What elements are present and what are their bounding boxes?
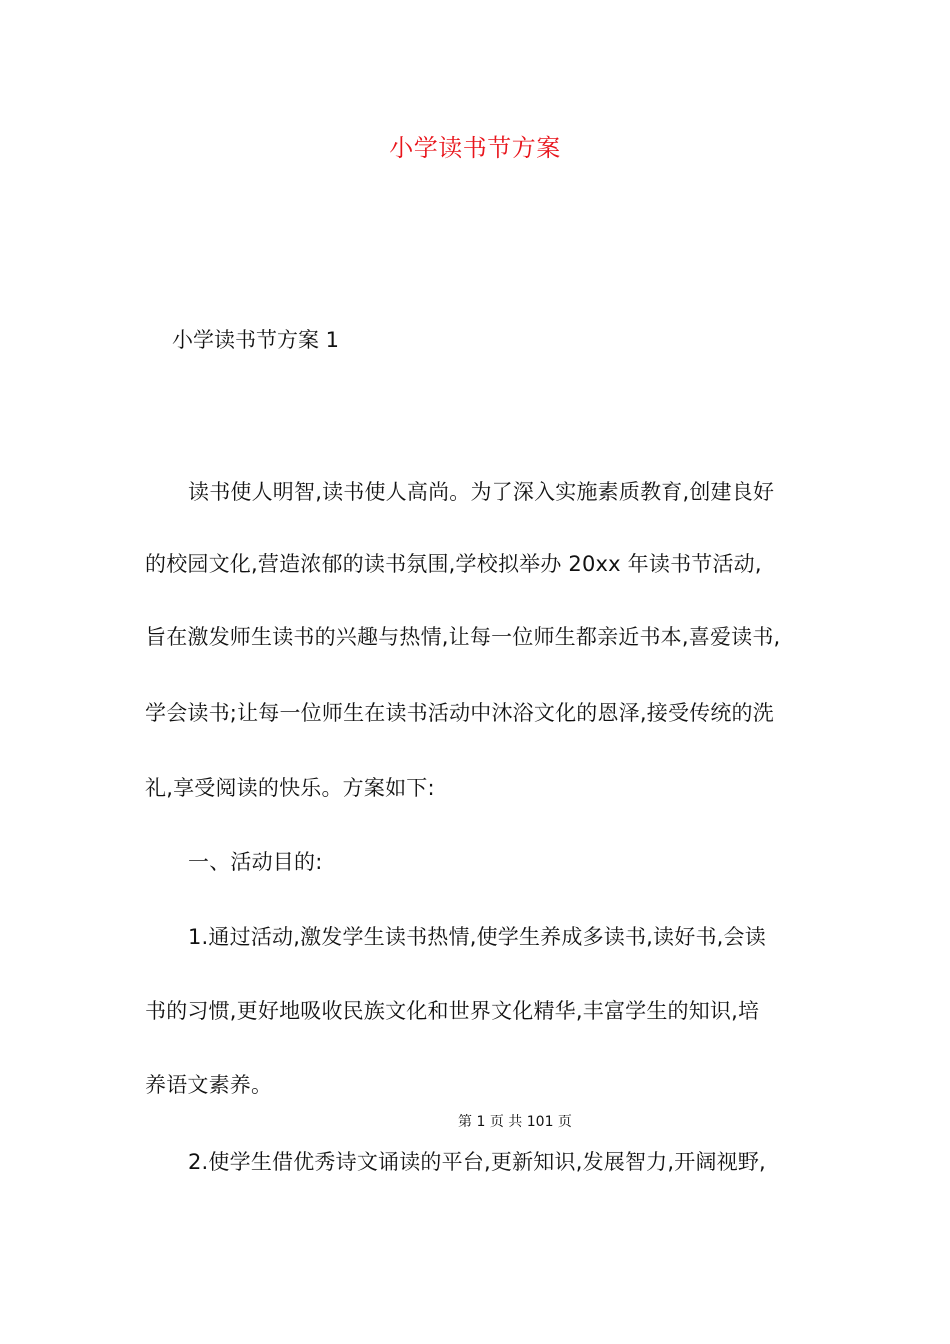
item-1-line-3: 养语文素养。 (145, 1073, 273, 1097)
paragraph-1-line-4: 学会读书;让每一位师生在读书活动中沐浴文化的恩泽,接受传统的洗 (145, 701, 774, 725)
page-footer: 第 1 页 共 101 页 (458, 1114, 572, 1130)
document-title: 小学读书节方案 (389, 134, 561, 162)
item-1-line-1: 1.通过活动,激发学生读书热情,使学生养成多读书,读好书,会读 (188, 925, 766, 949)
paragraph-1-line-3: 旨在激发师生读书的兴趣与热情,让每一位师生都亲近书本,喜爱读书, (145, 625, 781, 649)
paragraph-1-line-5: 礼,享受阅读的快乐。方案如下: (145, 776, 435, 800)
subheading-activity-purpose: 一、活动目的: (188, 850, 323, 874)
paragraph-1-line-1: 读书使人明智,读书使人高尚。为了深入实施素质教育,创建良好 (188, 480, 775, 504)
item-2-line-1: 2.使学生借优秀诗文诵读的平台,更新知识,发展智力,开阔视野, (188, 1150, 766, 1174)
paragraph-1-line-2: 的校园文化,营造浓郁的读书氛围,学校拟举办 20xx 年读书节活动, (145, 552, 762, 576)
item-1-line-2: 书的习惯,更好地吸收民族文化和世界文化精华,丰富学生的知识,培 (145, 999, 760, 1023)
section-heading: 小学读书节方案 1 (172, 328, 340, 352)
